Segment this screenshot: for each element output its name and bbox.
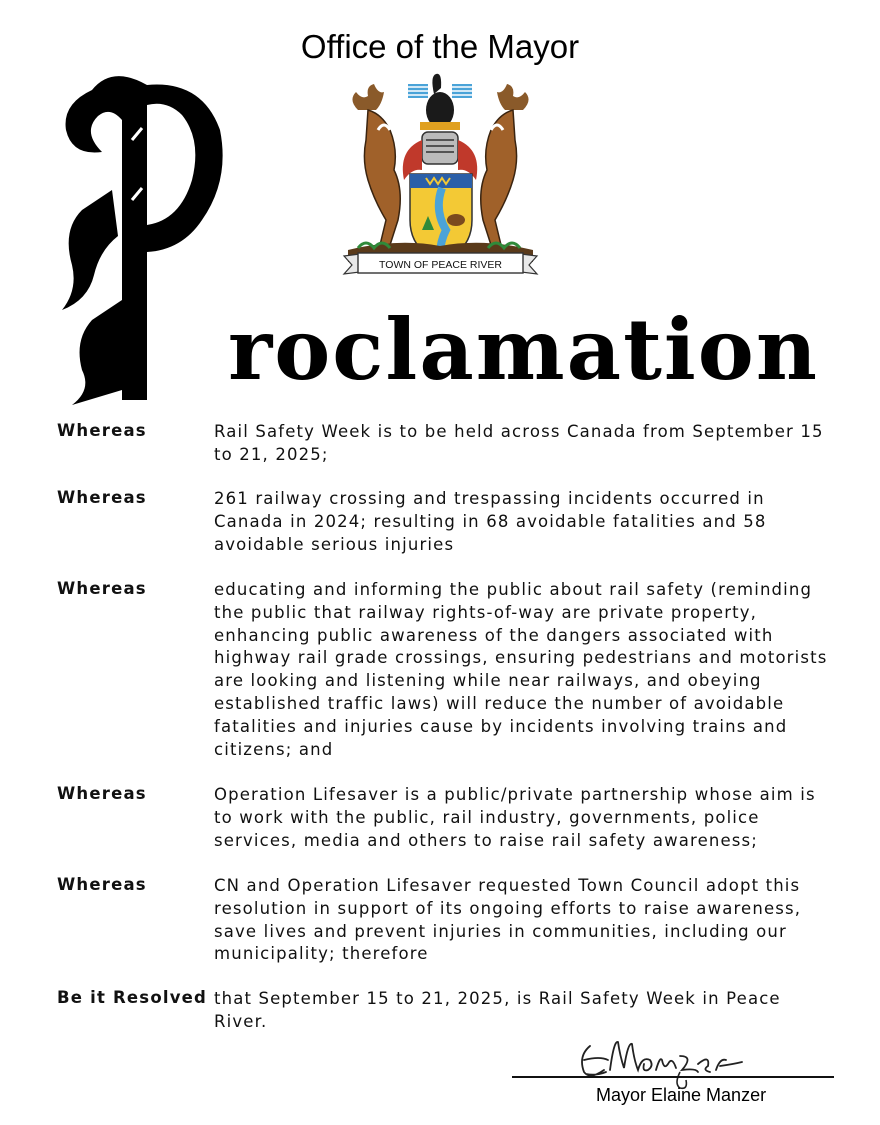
clause-label: Whereas bbox=[57, 579, 147, 598]
proclamation-title: roclamation bbox=[228, 300, 819, 399]
office-heading: Office of the Mayor bbox=[300, 28, 580, 65]
clause-text: Operation Lifesaver is a public/private partnership whose aim is to work with the public, rail industry, governments, police services, media and others to raise rail safety awareness; bbox=[214, 785, 816, 850]
clause-text: 261 railway crossing and trespassing incidents occurred in Canada in 2024; resulting in 68 avoidable fatalities and 58 avoidable serious injuries bbox=[214, 489, 767, 554]
clause-label: Whereas bbox=[57, 421, 147, 440]
decorative-initial-p bbox=[52, 60, 232, 410]
crest-banner-text: TOWN OF PEACE RIVER bbox=[379, 259, 502, 271]
clause-text: Rail Safety Week is to be held across Canada from September 15 to 21, 2025; bbox=[214, 422, 824, 464]
mayor-signature bbox=[570, 1026, 750, 1092]
signature-line bbox=[512, 1076, 834, 1078]
clause-text: educating and informing the public about rail safety (reminding the public that railway rights-of-way are private property, enhancing public awareness of the dangers associated with highway rail grade crossings, ensuring pedestrians and motorists are looking and listening while near railways, and obeying established traffic laws) will reduce the number of avoidable fatalities and injuries cause by incidents involving trains and citizens; and bbox=[214, 580, 828, 759]
clause-label: Be it Resolved bbox=[57, 988, 208, 1007]
clause-label: Whereas bbox=[57, 875, 147, 894]
clause-label: Whereas bbox=[57, 784, 147, 803]
clause-text: that September 15 to 21, 2025, is Rail Safety Week in Peace River. bbox=[214, 989, 781, 1031]
clause-text: CN and Operation Lifesaver requested Town Council adopt this resolution in support of its ongoing efforts to raise awareness, save lives and prevent injuries in communities, including our municipality; therefore bbox=[214, 876, 802, 964]
town-crest-emblem bbox=[338, 70, 543, 280]
mayor-name: Mayor Elaine Manzer bbox=[596, 1085, 767, 1105]
clause-label: Whereas bbox=[57, 488, 147, 507]
